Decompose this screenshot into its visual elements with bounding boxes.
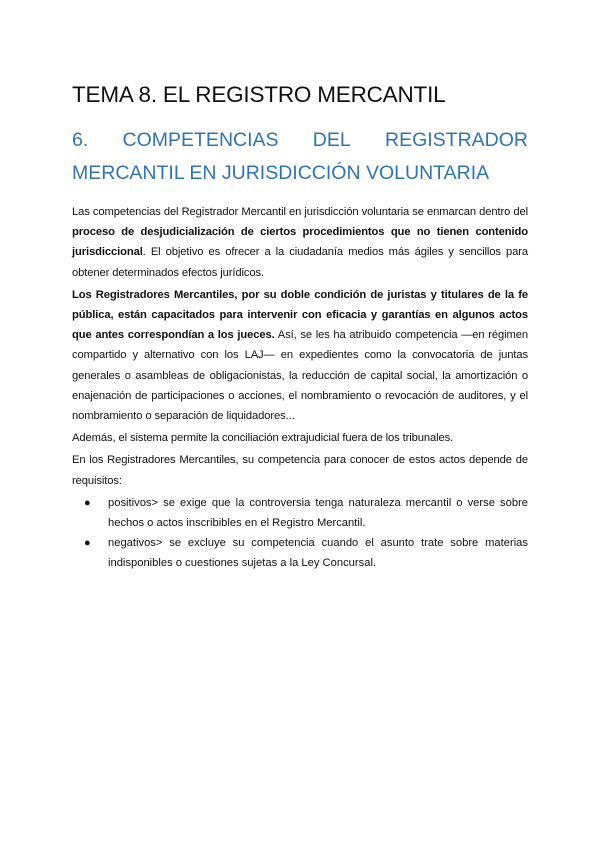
paragraph-conciliacion: Además, el sistema permite la conciliación extrajudicial fuera de los tribunales. (72, 432, 454, 445)
paragraph-text: Las competencias del Registrador Mercantil en jurisdicción voluntaria se enmarcan dentro del (72, 206, 528, 218)
bullet-icon: ● (84, 496, 91, 509)
paragraph-registradores (72, 285, 528, 426)
document-title: TEMA 8. EL REGISTRO MERCANTIL (72, 82, 446, 107)
paragraph-text: . El objetivo es ofrecer a la ciudadanía medios más ágiles y sencillos para obtener determinados efectos jurídicos. (72, 246, 528, 279)
paragraph-text: Así, se les ha atribuido competencia —en régimen compartido y alternativo con los LAJ— en expedientes como la convocatoria de juntas generales o asambleas de obligacionistas, la reducción de capital social, la amortización o enajenación de participaciones o acciones, el nombramiento o revocación de auditores, y el nombramiento o separación de liquidadores... (72, 329, 529, 423)
bullet-icon: ● (84, 537, 91, 550)
paragraph-intro (72, 202, 528, 283)
paragraph-bold-text: Los Registradores Mercantiles, por su doble condición de juristas y titulares de la fe pública, están capacitados para intervenir con eficacia y garantías en algunos actos que antes correspondían a los jueces. (72, 288, 528, 342)
document-page (72, 78, 528, 574)
paragraph-requisitos: En los Registradores Mercantiles, su competencia para conocer de estos actos depende de requisitos: (72, 454, 528, 487)
list-item-text: positivos> se exige que la controversia tenga naturaleza mercantil o verse sobre hechos o actos inscribibles en el Registro Mercantil. (108, 496, 528, 530)
list-item-text: negativos> se excluye su competencia cuando el asunto trate sobre materias indisponibles o cuestiones sujetas a la Ley Concursal. (108, 537, 528, 570)
section-heading-line-1 (72, 124, 528, 157)
section-heading (72, 124, 528, 190)
section-heading-word: REGISTRADOR (384, 129, 528, 151)
requisitos-list (72, 493, 528, 574)
paragraph-bold-text: proceso de desjudicialización de ciertos procedimientos que no tienen contenido jurisdiccional (72, 226, 528, 259)
section-heading-word: COMPETENCIAS (122, 129, 279, 151)
section-heading-word: DEL (312, 129, 351, 151)
section-heading-word: 6. (72, 129, 89, 151)
list-item (72, 533, 528, 573)
section-heading-line-2: MERCANTIL EN JURISDICCIÓN VOLUNTARIA (72, 162, 490, 184)
list-item (72, 493, 528, 533)
